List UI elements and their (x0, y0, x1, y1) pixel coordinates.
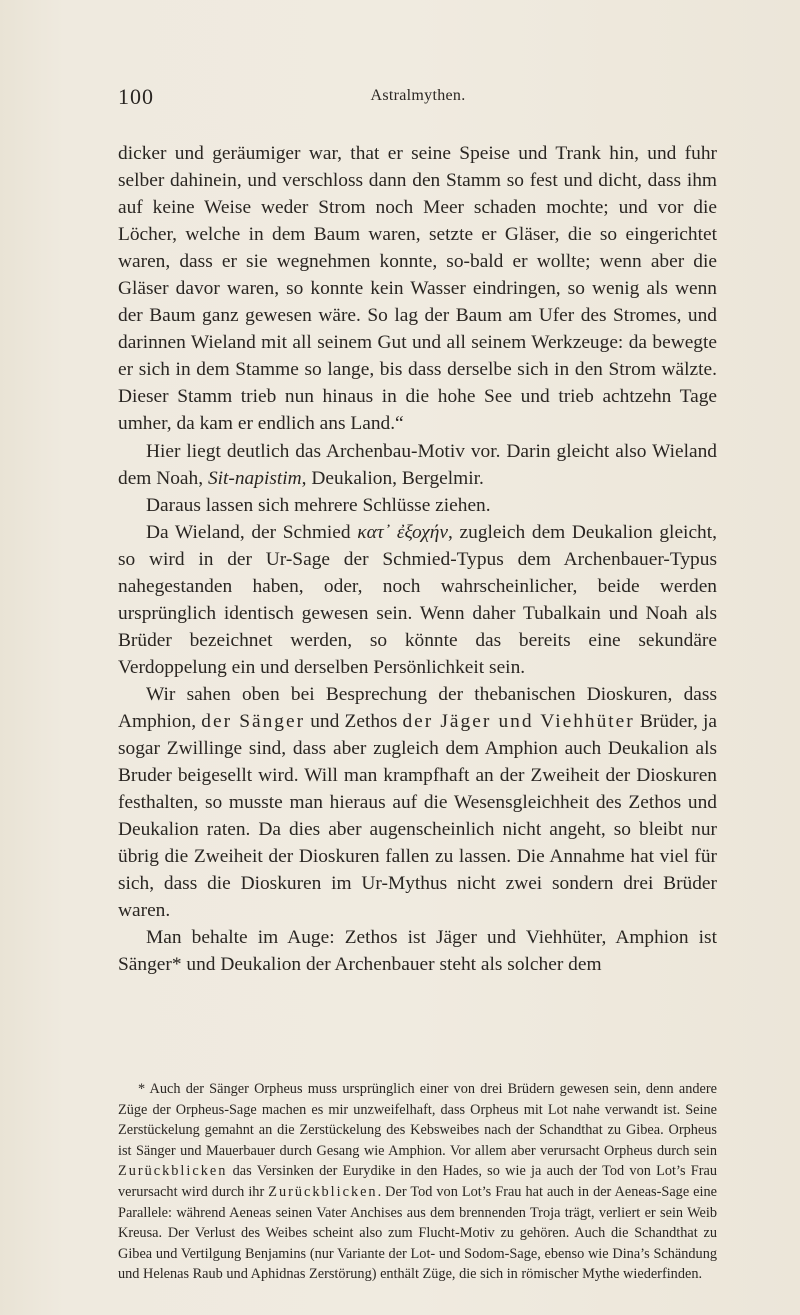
page-number: 100 (118, 84, 154, 109)
paragraph-text: Hier liegt deutlich das Archenbau-Motiv vor. Darin gleicht also Wieland dem Noah, (118, 440, 717, 489)
paragraph-text: Wir sahen oben bei Besprechung der thebanischen Dioskuren, dass Amphion, (118, 683, 717, 732)
paragraph-text: dicker und geräumiger war, that er seine Speise und Trank hin, und fuhr selber dahinein, und verschloss dann den Stamm so fest und dicht, dass ihm auf keine Weise weder Strom noch Meer schaden mochte; und vor die Löcher, welche in dem Baum waren, setzte er Gläser, die so eingerichtet waren, dass er sie wegnehmen konnte, so-bald er wollte; wenn aber die Gläser davor waren, so konnte kein Wasser eindringen, so wenig als wenn der Baum ganz gewesen wäre. So lag der Baum am Ufer des Stromes, und darinnen Wieland mit all seinem Gut und all seinem Werkzeuge: da bewegte er sich in dem Stamme so lange, bis dass derselbe sich in den Strom wälzte. Dieser Stamm trieb nun hinaus in die hohe See und trieb achtzehn Tage umher, da kam er endlich ans Land.“ (118, 143, 717, 435)
body-text (118, 140, 717, 978)
paragraph (118, 140, 717, 438)
footnote-text: * Auch der Sänger Orpheus muss ursprünglich einer von drei Brüdern gewesen sein, denn andere Züge der Orpheus-Sage machen es mir unzweifelhaft, dass Orpheus mit Lot nahe verwandt ist. Seine Zerstückelung gemahnt an die Zerstückelung des Kebsweibes nach der Schandthat zu Gibea. Orpheus ist Sänger und Mauerbauer durch Gesang wie Amphion. Vor allem aber verursacht Orpheus durch sein (118, 1081, 717, 1159)
footnote-text: das Versinken der Eurydike in den Hades, so wie ja auch der Tod von Lot’s Frau verursacht wird durch ihr (118, 1163, 717, 1200)
spaced-emphasis: der Sänger (201, 710, 306, 732)
footnote-paragraph (118, 1079, 717, 1285)
footnote-text: . Der Tod von Lot’s Frau hat auch in der Aeneas-Sage eine Parallele: während Aeneas seinen Vater Anchises aus dem brennenden Troja trägt, verliert er sein Weib Kreusa. Der Verlust des Weibes scheint also zum Flucht-Motiv zu gehören. Auch die Schandthat zu Gibea und Vertilgung Benjamins (nur Variante der Lot- und Sodom-Sage, ebenso wie Dina’s Schändung und Helenas Raub und Aphidnas Zerstörung) enthält Züge, die sich in römischer Mythe wiederfinden. (118, 1183, 717, 1283)
paragraph-text: Man behalte im Auge: Zethos ist Jäger und Viehhüter, Amphion ist Sänger* und Deukalion der Archenbauer steht als solcher dem (118, 927, 717, 976)
paragraph-text: und Zethos (305, 710, 403, 732)
paragraph-text: Daraus lassen sich mehrere Schlüsse ziehen. (146, 494, 491, 516)
footnote (118, 1079, 717, 1285)
paragraph-text: , Deukalion, Bergelmir. (301, 467, 484, 489)
greek-text: κατ᾽ ἐξοχήν (357, 521, 449, 543)
paragraph (118, 924, 717, 978)
paragraph (118, 519, 717, 681)
paragraph-text: Brüder, ja sogar Zwillinge sind, dass aber zugleich dem Amphion auch Deukalion als Bruder beigesellt wird. Will man krampfhaft an der Zweiheit der Dioskuren festhalten, so musste man hieraus auf die Wesensgleichheit des Zethos und Deukalion raten. Da dies aber augenscheinlich nicht angeht, so bleibt nur übrig die Zweiheit der Dioskuren fallen zu lassen. Die Annahme hat viel für sich, dass die Dioskuren im Ur-Mythus nicht zwei sondern drei Brüder waren. (118, 710, 718, 922)
page-header (118, 84, 718, 114)
running-title: Astralmythen. (370, 87, 466, 104)
paragraph-text: Da Wieland, der Schmied (146, 521, 358, 543)
paragraph-text: , zugleich dem Deukalion gleicht, so wird in der Ur-Sage der Schmied-Typus dem Archenbauer-Typus nahegestanden haben, oder, noch wahrscheinlicher, beide werden ursprünglich identisch gewesen sein. Wenn daher Tubalkain und Noah als Brüder bezeichnet werden, so könnte das bereits eine sekundäre Verdoppelung ein und derselben Persönlichkeit sein. (118, 521, 717, 678)
paragraph (118, 438, 717, 492)
paragraph (118, 681, 717, 924)
spaced-emphasis: der Jäger und Viehhüter (402, 710, 635, 732)
spaced-emphasis: Zurückblicken (118, 1163, 228, 1180)
emphasis-text: Sit-napistim (207, 467, 302, 489)
paragraph (118, 492, 717, 519)
spaced-emphasis: Zurückblicken (268, 1183, 378, 1200)
